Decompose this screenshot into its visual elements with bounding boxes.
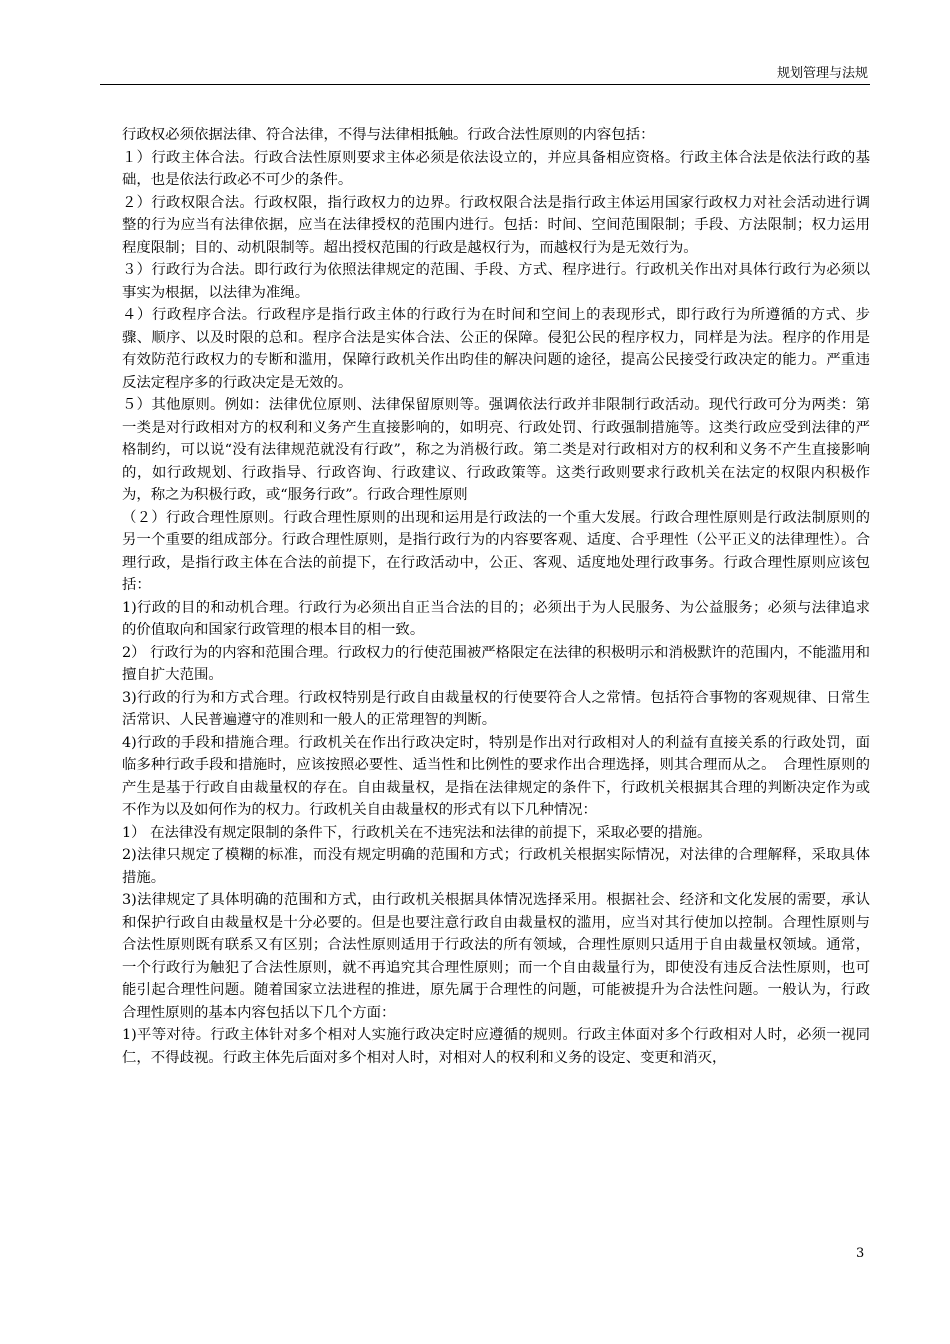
- paragraph: 1） 在法律没有规定限制的条件下，行政机关在不违宪法和法律的前提下，采取必要的措施。: [122, 824, 712, 841]
- paragraph: ４）行政程序合法。行政程序是指行政主体的行政行为在时间和空间上的表现形式，即行政行为所遵循的方式、步骤、顺序、以及时限的总和。程序合法是实体合法、公正的保障。侵犯公民的程序权力，同样是为法。程序的作用是有效防范行政权力的专断和滥用，保障行政机关作出昀佳的解决问题的途径，提高公民接受行政决定的能力。严重违反法定程序多的行政决定是无效的。: [122, 307, 870, 391]
- paragraph: 1)行政的目的和动机合理。行政行为必须出自正当合法的目的；必须出于为人民服务、为公益服务；必须与法律追求的价值取向和国家行政管理的根本目的相一致。: [122, 599, 870, 638]
- paragraph: 4)行政的手段和措施合理。行政机关在作出行政决定时，特别是作出对行政相对人的利益有直接关系的行政处罚，面临多种行政手段和措施时，应该按照必要性、适当性和比例性的要求作出合理选择，则其合理而从之。 合理性原则的产生是基于行政自由裁量权的存在。自由裁量权，是指在法律规定的条件下，行政机关根据其合理的判断决定作为或不作为以及如何作为的权力。行政机关自由裁量权的形式有以下几种情况：: [122, 734, 870, 818]
- paragraph: ２）行政权限合法。行政权限，指行政权力的边界。行政权限合法是指行政主体运用国家行政权力对社会活动进行调整的行为应当有法律依据，应当在法律授权的范围内进行。包括：时间、空间范围限制；手段、方法限制；权力运用程度限制；目的、动机限制等。超出授权范围的行政是越权行为，而越权行为是无效行为。: [122, 194, 870, 256]
- paragraph: ５）其他原则。例如：法律优位原则、法律保留原则等。强调依法行政并非限制行政活动。现代行政可分为两类：第一类是对行政相对方的权利和义务产生直接影响的，如明亮、行政处罚、行政强制措施等。这类行政应受到法律的严格制约，可以说“没有法律规范就没有行政”，称之为消极行政。第二类是对行政相对方的权利和义务不产生直接影响的，如行政规划、行政指导、行政咨询、行政建议、行政政策等。这类行政则要求行政机关在法定的权限内积极作为，称之为积极行政，或“服务行政”。行政合理性原则: [122, 397, 870, 503]
- paragraph: ３）行政行为合法。即行政行为依照法律规定的范围、手段、方式、程序进行。行政机关作出对具体行政行为必须以事实为根据，以法律为准绳。: [122, 262, 870, 301]
- paragraph: 3)行政的行为和方式合理。行政权特别是行政自由裁量权的行使要符合人之常情。包括符合事物的客观规律、日常生活常识、人民普遍遵守的准则和一般人的正常理智的判断。: [122, 689, 870, 728]
- paragraph: 行政权必须依据法律、符合法律，不得与法律相抵触。行政合法性原则的内容包括：: [122, 127, 655, 143]
- paragraph: 3)法律规定了具体明确的范围和方式，由行政机关根据具体情况选择采用。根据社会、经济和文化发展的需要，承认和保护行政自由裁量权是十分必要的。但是也要注意行政自由裁量权的滥用，应当对其行使加以控制。合理性原则与合法性原则既有联系又有区别；合法性原则适用于行政法的所有领域，合理性原则只适用于自由裁量权领域。通常，一个行政行为触犯了合法性原则，就不再追究其合理性原则；而一个自由裁量行为，即使没有违反合法性原则，也可能引起合理性问题。随着国家立法进程的推进，原先属于合理性的问题，可能被提升为合法性问题。一般认为，行政合理性原则的基本内容包括以下几个方面：: [122, 892, 870, 1021]
- paragraph: 2） 行政行为的内容和范围合理。行政权力的行使范围被严格限定在法律的积极明示和消极默许的范围内，不能滥用和擅自扩大范围。: [122, 644, 870, 683]
- header-rule: [100, 84, 870, 85]
- running-header: 规划管理与法规: [776, 66, 868, 81]
- paragraph: （２）行政合理性原则。行政合理性原则的出现和运用是行政法的一个重大发展。行政合理性原则是行政法制原则的另一个重要的组成部分。行政合理性原则，是指行政行为的内容要客观、适度、合乎理性（公平正义的法律理性）。合理行政，是指行政主体在合法的前提下，在行政活动中，公正、客观、适度地处理行政事务。行政合理性原则应该包括：: [122, 509, 870, 593]
- paragraph: １）行政主体合法。行政合法性原则要求主体必须是依法设立的，并应具备相应资格。行政主体合法是依法行政的基础，也是依法行政必不可少的条件。: [122, 149, 870, 188]
- document-body: [122, 124, 870, 1069]
- page-number: 3: [856, 1246, 865, 1261]
- paragraph: 1)平等对待。行政主体针对多个相对人实施行政决定时应遵循的规则。行政主体面对多个行政相对人时，必须一视同仁，不得歧视。行政主体先后面对多个相对人时，对相对人的权利和义务的设定、变更和消灭，: [122, 1027, 870, 1066]
- paragraph: 2)法律只规定了模糊的标准，而没有规定明确的范围和方式；行政机关根据实际情况，对法律的合理解释，采取具体措施。: [122, 847, 870, 886]
